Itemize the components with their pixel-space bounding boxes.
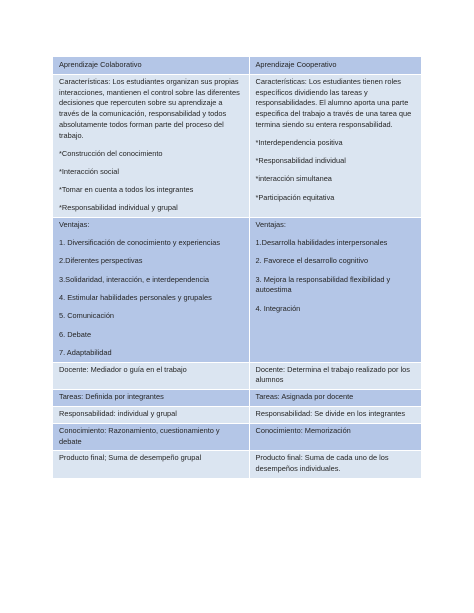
table-row-responsabilidad <box>53 407 422 424</box>
responsabilidad-cooperative-cell: Responsabilidad: Se divide en los integrantes <box>249 407 422 424</box>
list-item: 2.Diferentes perspectivas <box>59 256 143 266</box>
header-collaborative: Aprendizaje Colaborativo <box>53 57 250 75</box>
table-row-ventajas <box>53 218 422 362</box>
ventajas-collaborative-title: Ventajas: <box>59 220 90 230</box>
tareas-cooperative-cell: Tareas: Asignada por docente <box>249 390 422 407</box>
list-item: 3.Solidaridad, interacción, e interdependencia <box>59 274 209 284</box>
ventajas-collaborative-cell <box>53 218 250 362</box>
list-item: 2. Favorece el desarrollo cognitivo <box>255 256 369 266</box>
caracteristicas-collaborative-text: Características: Los estudiantes organizan sus propias interacciones, mantienen el control sobre las diferentes decisiones que repercuten sobre su aprendizaje a través de la comunicación, responsabilidad y todos absolutamente todos forman parte del proceso del trabajo. <box>59 76 240 140</box>
table-row-docente <box>53 362 422 390</box>
list-item: *Responsabilidad individual y grupal <box>59 203 178 213</box>
comparison-table <box>52 56 422 479</box>
docente-cooperative-cell: Docente: Determina el trabajo realizado por los alumnos <box>249 362 422 390</box>
list-item: *Construcción del conocimiento <box>59 148 163 158</box>
table-row-caracteristicas <box>53 74 422 217</box>
caracteristicas-cooperative-cell <box>249 74 422 217</box>
caracteristicas-collaborative-cell <box>53 74 250 217</box>
list-item: 1. Diversificación de conocimiento y experiencias <box>59 238 221 248</box>
tareas-collaborative-cell: Tareas: Definida por integrantes <box>53 390 250 407</box>
list-item: *Interdependencia positiva <box>255 137 343 147</box>
caracteristicas-cooperative-text: Características: Los estudiantes tienen roles específicos dividiendo las tareas y responsabilidades. El alumno aporta una parte especifica del trabajo a través de una tarea que termina siendo su entera responsabilidad. <box>255 76 412 129</box>
list-item: 4. Integración <box>255 303 301 313</box>
list-item: *Interacción social <box>59 166 119 176</box>
responsabilidad-collaborative-cell: Responsabilidad: individual y grupal <box>53 407 250 424</box>
ventajas-cooperative-cell <box>249 218 422 362</box>
header-cooperative: Aprendizaje Cooperativo <box>249 57 422 75</box>
caracteristicas-cooperative-list <box>256 138 417 204</box>
conocimiento-collaborative-cell: Conocimiento: Razonamiento, cuestionamiento y debate <box>53 423 250 451</box>
list-item: 1.Desarrolla habilidades interpersonales <box>255 238 388 248</box>
table-row-producto <box>53 451 422 479</box>
list-item: *Responsabilidad individual <box>255 156 346 166</box>
conocimiento-cooperative-cell: Conocimiento: Memorización <box>249 423 422 451</box>
producto-collaborative-cell: Producto final; Suma de desempeño grupal <box>53 451 250 479</box>
list-item: *Participación equitativa <box>255 192 335 202</box>
table-row-tareas <box>53 390 422 407</box>
list-item: *interacción simultanea <box>255 174 332 184</box>
table-row-header <box>53 57 422 75</box>
table-row-conocimiento <box>53 423 422 451</box>
list-item: 3. Mejora la responsabilidad flexibilidad y autoestima <box>255 274 391 295</box>
docente-collaborative-cell: Docente: Mediador o guía en el trabajo <box>53 362 250 390</box>
producto-cooperative-cell: Producto final: Suma de cada uno de los desempeños individuales. <box>249 451 422 479</box>
list-item: 5. Comunicación <box>59 311 115 321</box>
list-item: *Tomar en cuenta a todos los integrantes <box>59 185 194 195</box>
ventajas-collaborative-list <box>59 238 244 359</box>
list-item: 7. Adaptabilidad <box>59 347 112 357</box>
ventajas-cooperative-title: Ventajas: <box>255 220 286 230</box>
list-item: 4. Estimular habilidades personales y grupales <box>59 292 212 302</box>
caracteristicas-collaborative-list <box>59 149 244 215</box>
list-item: 6. Debate <box>59 329 92 339</box>
ventajas-cooperative-list <box>256 238 417 314</box>
